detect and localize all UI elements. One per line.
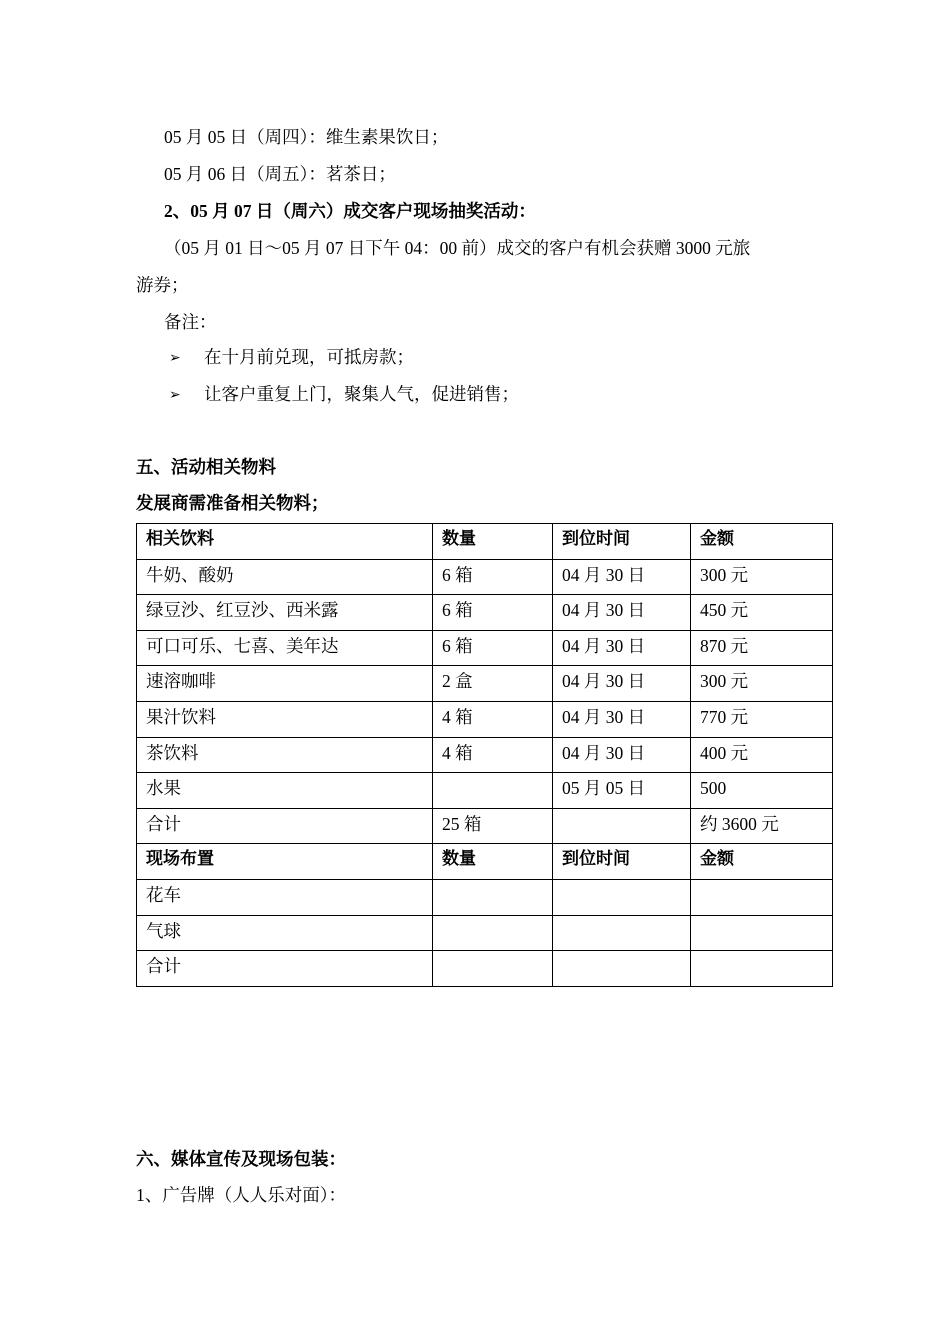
table-cell: 4 箱: [433, 701, 553, 737]
table-header-cell: 到位时间: [553, 524, 691, 560]
table-header-cell: 金额: [691, 524, 833, 560]
table-cell: [433, 915, 553, 951]
table-header-cell: 到位时间: [553, 844, 691, 880]
table-cell: [691, 951, 833, 987]
table-cell: 2 盒: [433, 666, 553, 702]
table-row: [137, 559, 833, 595]
paragraph-lottery-line1: （05 月 01 日～05 月 07 日下午 04：00 前）成交的客户有机会获赠 3000 元旅: [164, 238, 751, 258]
paragraph-tea-day: 05 月 06 日（周五）：茗茶日；: [164, 164, 396, 184]
table-cell: [691, 879, 833, 915]
table-cell: 04 月 30 日: [553, 701, 691, 737]
table-cell: 870 元: [691, 630, 833, 666]
section-5-title: 五、活动相关物料: [136, 457, 276, 477]
bullet-item: 让客户重复上门，聚集人气，促进销售；: [204, 384, 519, 404]
table-cell: 25 箱: [433, 808, 553, 844]
table-header-cell: 数量: [433, 524, 553, 560]
drinks-header-row: [137, 524, 833, 560]
table-row: [137, 915, 833, 951]
table-cell: 可口可乐、七喜、美年达: [137, 630, 433, 666]
table-cell: 合计: [137, 951, 433, 987]
table-cell: 400 元: [691, 737, 833, 773]
paragraph-lottery-line2: 游券；: [136, 275, 189, 295]
paragraph-lottery-heading: 2、05 月 07 日（周六）成交客户现场抽奖活动：: [164, 201, 536, 221]
paragraph-vitamin-day: 05 月 05 日（周四）：维生素果饮日；: [164, 127, 449, 147]
table-row: [137, 773, 833, 809]
arrow-bullet-icon: ➢: [169, 350, 181, 366]
table-cell: 花车: [137, 879, 433, 915]
table-cell: 300 元: [691, 666, 833, 702]
table-cell: 果汁饮料: [137, 701, 433, 737]
table-cell: 水果: [137, 773, 433, 809]
table-row: [137, 808, 833, 844]
table-cell: 500: [691, 773, 833, 809]
table-row: [137, 630, 833, 666]
table-cell: [433, 951, 553, 987]
table-row: [137, 666, 833, 702]
table-cell: [433, 879, 553, 915]
section-6-item-1: 1、广告牌（人人乐对面）：: [136, 1185, 346, 1205]
table-cell: 合计: [137, 808, 433, 844]
table-row: [137, 595, 833, 631]
table-cell: 04 月 30 日: [553, 595, 691, 631]
table-cell: 04 月 30 日: [553, 737, 691, 773]
arrow-bullet-icon: ➢: [169, 387, 181, 403]
table-cell: 绿豆沙、红豆沙、西米露: [137, 595, 433, 631]
table-cell: 04 月 30 日: [553, 559, 691, 595]
table-cell: [433, 773, 553, 809]
table-cell: 4 箱: [433, 737, 553, 773]
setup-header-row: [137, 844, 833, 880]
note-label: 备注：: [164, 312, 217, 332]
table-cell: 450 元: [691, 595, 833, 631]
table-header-cell: 数量: [433, 844, 553, 880]
table-cell: 6 箱: [433, 595, 553, 631]
table-cell: 牛奶、酸奶: [137, 559, 433, 595]
table-row: [137, 737, 833, 773]
table-cell: [691, 915, 833, 951]
table-row: [137, 951, 833, 987]
table-cell: 05 月 05 日: [553, 773, 691, 809]
table-cell: 300 元: [691, 559, 833, 595]
table-cell: 气球: [137, 915, 433, 951]
table-cell: 770 元: [691, 701, 833, 737]
table-cell: [553, 915, 691, 951]
table-header-cell: 相关饮料: [137, 524, 433, 560]
table-cell: [553, 879, 691, 915]
table-cell: [553, 951, 691, 987]
table-cell: 约 3600 元: [691, 808, 833, 844]
table-header-cell: 金额: [691, 844, 833, 880]
section-5-subtitle: 发展商需准备相关物料；: [136, 493, 329, 513]
table-cell: 04 月 30 日: [553, 666, 691, 702]
table-row: [137, 879, 833, 915]
bullet-item: 在十月前兑现，可抵房款；: [204, 347, 414, 367]
table-cell: [553, 808, 691, 844]
table-cell: 茶饮料: [137, 737, 433, 773]
table-cell: 6 箱: [433, 630, 553, 666]
table-row: [137, 701, 833, 737]
table-cell: 6 箱: [433, 559, 553, 595]
table-cell: 04 月 30 日: [553, 630, 691, 666]
table-header-cell: 现场布置: [137, 844, 433, 880]
section-6-title: 六、媒体宣传及现场包装：: [136, 1149, 346, 1169]
materials-table: [136, 523, 833, 987]
table-cell: 速溶咖啡: [137, 666, 433, 702]
